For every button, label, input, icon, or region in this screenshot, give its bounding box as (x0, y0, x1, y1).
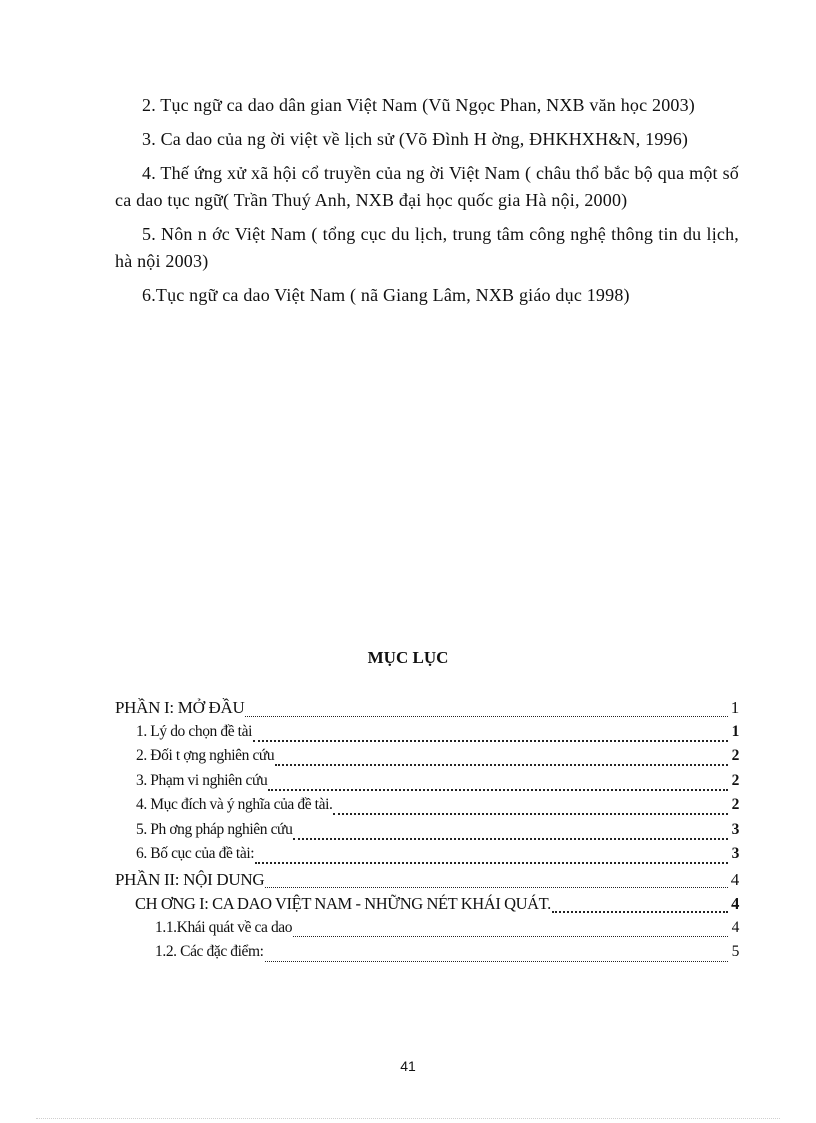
toc-dot-leader (293, 838, 728, 840)
toc-entry (115, 870, 739, 895)
toc-entry (115, 747, 739, 772)
toc-entry-label: 1.1.Khái quát về ca dao (155, 918, 293, 936)
toc-dot-leader (268, 789, 728, 791)
toc-entry (115, 698, 739, 723)
toc-entry (115, 943, 739, 968)
toc-entry-page: 3 (731, 820, 739, 838)
toc-entry (115, 772, 739, 797)
toc-entry-page: 4 (731, 918, 739, 936)
toc-entry-label: 3. Phạm vi nghiên cứu (136, 771, 268, 789)
toc-dot-leader (333, 813, 728, 815)
reference-list (115, 92, 739, 316)
reference-item: 2. Tục ngữ ca dao dân gian Việt Nam (Vũ Ngọc Phan, NXB văn học 2003) (142, 95, 695, 115)
toc-entry-page: 4 (730, 869, 739, 889)
toc-entry-page: 4 (731, 894, 739, 913)
toc-entry-label: 1.2. Các đặc điểm: (155, 943, 264, 960)
toc-entry-label: PHẦN II: NỘI DUNG (115, 869, 265, 889)
page-bottom-divider (36, 1118, 780, 1119)
toc-entry-label: PHẦN I: MỞ ĐẦU (115, 698, 245, 717)
reference-item: 5. Nôn n ớc Việt Nam ( tổng cục du lịch, trung tâm công nghệ thông tin du lịch, hà nội 2003) (115, 224, 739, 271)
toc-title: MỤC LỤC (367, 648, 449, 667)
toc-entry-label: 6. Bố cục của đề tài: (136, 845, 255, 862)
toc-entry-page: 2 (731, 771, 739, 789)
table-of-contents (115, 698, 739, 968)
toc-entry (115, 919, 739, 944)
toc-dot-leader (245, 716, 728, 717)
toc-dot-leader (253, 740, 728, 742)
toc-dot-leader (255, 862, 728, 864)
toc-entry-label: 1. Lý do chọn đề tài (136, 722, 252, 740)
toc-entry-page: 1 (730, 698, 739, 717)
reference-item: 3. Ca dao của ng ời việt về lịch sử (Võ Đình H ờng, ĐHKHXH&N, 1996) (142, 129, 689, 149)
reference-item: 4. Thế ứng xử xã hội cổ truyền của ng ời Việt Nam ( châu thổ bắc bộ qua một số ca dao tục ngữ( Trần Thuý Anh, NXB đại học quốc gia Hà nội, 2000) (115, 163, 739, 210)
toc-entry-label: 4. Mục đích và ý nghĩa của đề tài. (136, 796, 333, 813)
page-number: 41 (400, 1058, 416, 1074)
toc-entry (115, 845, 739, 870)
toc-dot-leader (293, 936, 728, 937)
toc-dot-leader (265, 961, 728, 962)
toc-entry (115, 723, 739, 748)
toc-entry-label: 5. Ph ơng pháp nghiên cứu (136, 820, 293, 838)
toc-dot-leader (265, 887, 728, 888)
toc-entry-label: 2. Đối t ợng nghiên cứu (136, 747, 275, 764)
toc-entry-label: CH ƠNG I: CA DAO VIỆT NAM - NHỮNG NÉT KHÁI QUÁT. (135, 894, 551, 913)
toc-entry-page: 3 (731, 845, 739, 862)
toc-dot-leader (275, 764, 728, 766)
toc-dot-leader (552, 911, 728, 913)
toc-entry-page: 5 (731, 943, 739, 960)
toc-entry-page: 1 (731, 722, 739, 740)
toc-entry-page: 2 (731, 796, 739, 813)
toc-entry-page: 2 (731, 747, 739, 764)
toc-entry (115, 821, 739, 846)
reference-item: 6.Tục ngữ ca dao Việt Nam ( nã Giang Lâm, NXB giáo dục 1998) (142, 285, 630, 305)
toc-entry (115, 894, 739, 919)
toc-entry (115, 796, 739, 821)
